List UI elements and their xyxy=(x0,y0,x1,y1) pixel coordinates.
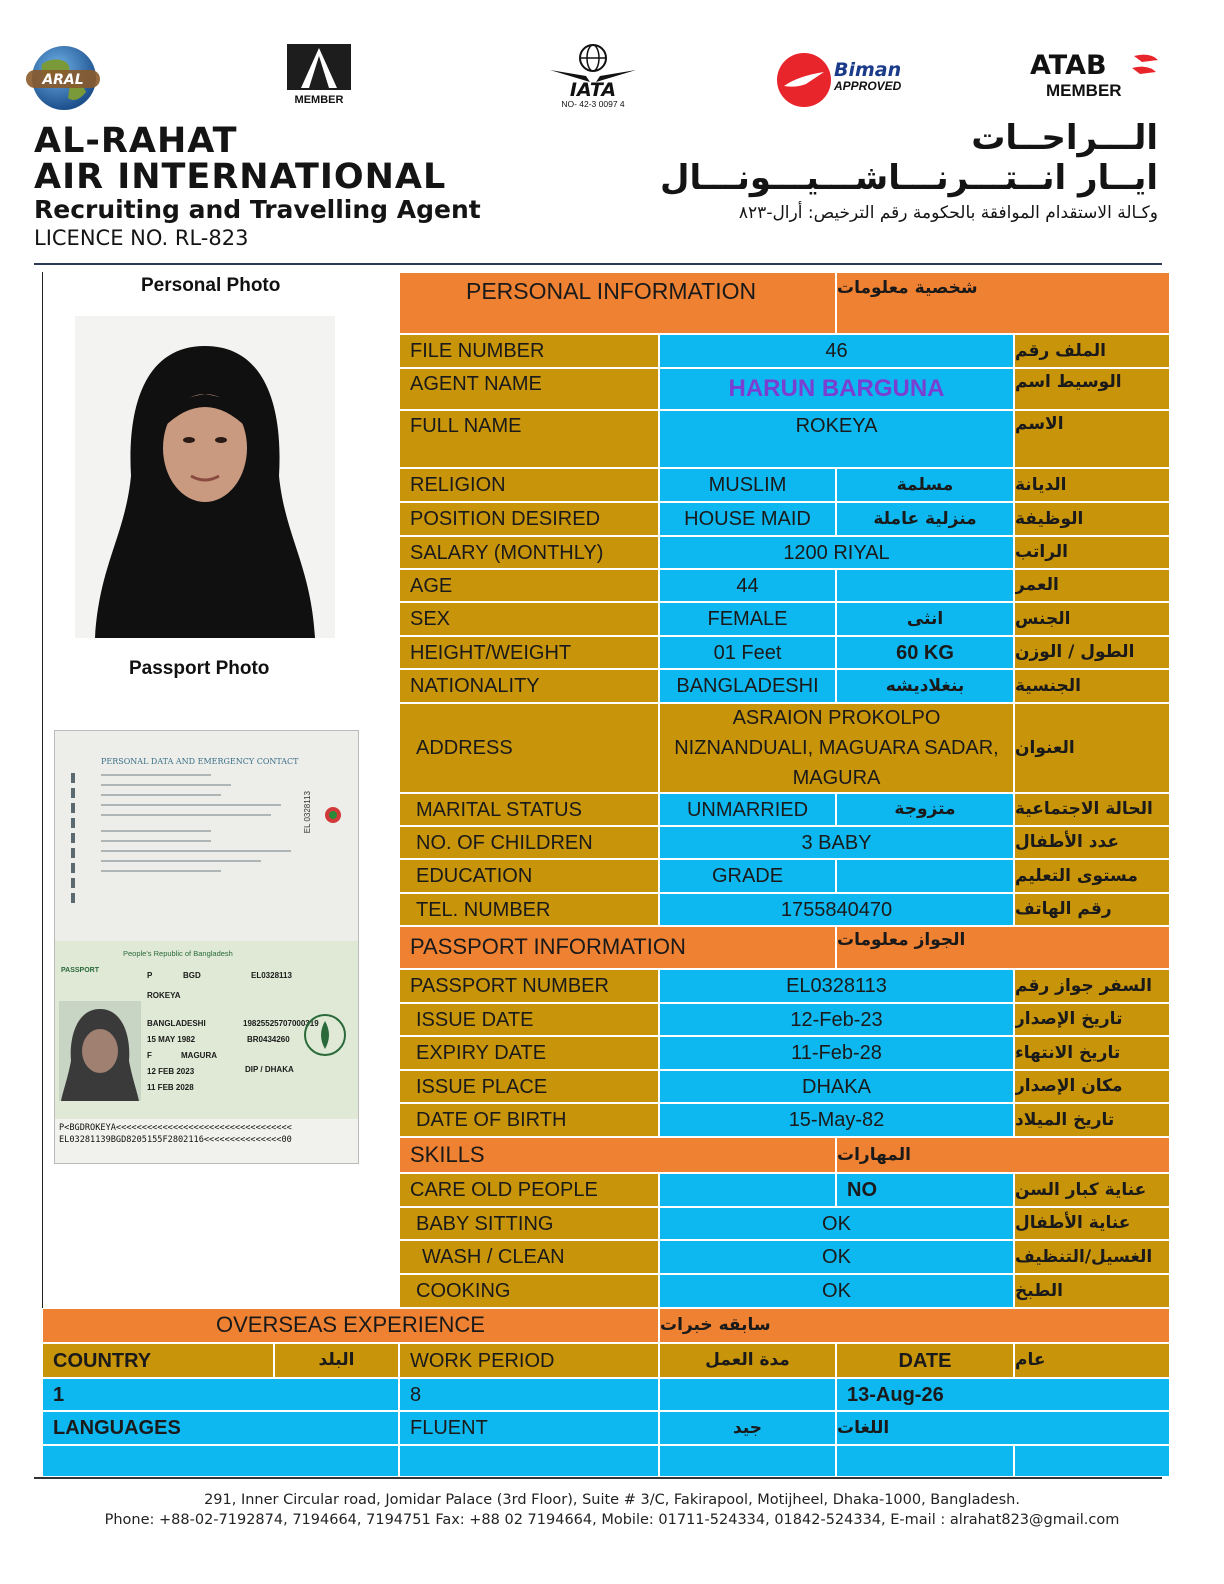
sex-ar: الجنس xyxy=(1014,602,1170,636)
education-empty xyxy=(836,859,1014,893)
languages-ar: اللغات xyxy=(836,1411,1170,1445)
passport-emblem-icon xyxy=(303,1013,347,1057)
position-value-ar: منزلية عاملة xyxy=(836,502,1014,536)
baira-logo xyxy=(283,44,357,106)
person-silhouette-icon xyxy=(75,316,335,638)
marital-ar: الحالة الاجتماعية xyxy=(1014,793,1170,826)
religion-ar: الديانة xyxy=(1014,468,1170,502)
weight-value: 60 KG xyxy=(836,636,1014,669)
age-label: AGE xyxy=(399,569,659,602)
passport-word: PASSPORT xyxy=(61,967,99,974)
country-label: COUNTRY xyxy=(42,1343,274,1378)
passport-number-label: PASSPORT NUMBER xyxy=(399,969,659,1003)
passport-place-scan: MAGURA xyxy=(181,1051,217,1060)
salary-value: 1200 RIYAL xyxy=(659,536,1014,569)
full-name-ar: الاسم xyxy=(1014,410,1170,468)
passport-issue-scan: 12 FEB 2023 xyxy=(147,1067,195,1076)
svg-text:IATA: IATA xyxy=(569,79,617,101)
overseas-empty xyxy=(659,1378,836,1411)
issue-place-value: DHAKA xyxy=(659,1070,1014,1103)
personal-info-header-ar: شخصية معلومات xyxy=(836,272,1170,334)
file-number-value: 46 xyxy=(659,334,1014,368)
education-ar: مستوى التعليم xyxy=(1014,859,1170,893)
blank-row-2 xyxy=(399,1445,659,1477)
dob-label: DATE OF BIRTH xyxy=(399,1103,659,1137)
blank-row-3 xyxy=(659,1445,836,1477)
issue-date-label: ISSUE DATE xyxy=(399,1003,659,1036)
passport-face-icon xyxy=(59,1001,141,1101)
passport-prev-no: BR0434260 xyxy=(247,1035,290,1044)
care-old-ar: عناية كبار السن xyxy=(1014,1173,1170,1207)
issue-date-value: 12-Feb-23 xyxy=(659,1003,1014,1036)
passport-number-ar: السفر جواز رقم xyxy=(1014,969,1170,1003)
passport-expiry-scan: 11 FEB 2028 xyxy=(147,1083,194,1092)
sex-value-ar: انثى xyxy=(836,602,1014,636)
full-name-value: ROKEYA xyxy=(659,410,1014,468)
sex-label: SEX xyxy=(399,602,659,636)
wash-clean-label: WASH / CLEAN xyxy=(399,1240,659,1274)
address-value xyxy=(659,703,1014,793)
footer-divider xyxy=(34,1477,1162,1479)
svg-text:NO- 42-3 0097 4: NO- 42-3 0097 4 xyxy=(561,99,625,109)
company-name-line2: AIR INTERNATIONAL xyxy=(34,157,447,197)
care-old-label: CARE OLD PEOPLE xyxy=(399,1173,659,1207)
country-ar: البلد xyxy=(274,1343,399,1378)
children-ar: عدد الأطفال xyxy=(1014,826,1170,859)
position-ar: الوظيفة xyxy=(1014,502,1170,536)
education-value: GRADE xyxy=(659,859,836,893)
company-subtitle: Recruiting and Travelling Agent xyxy=(34,195,481,224)
passport-side-number: EL 0328113 xyxy=(303,791,312,834)
wash-clean-value: OK xyxy=(659,1240,1014,1274)
baby-sitting-value: OK xyxy=(659,1207,1014,1240)
file-number-label: FILE NUMBER xyxy=(399,334,659,368)
footer-contacts: Phone: +88-02-7192874, 7194664, 7194751 Fax: +88 02 7194664, Mobile: 01711-524334, 01842-524334, E-mail : alrahat823@gmail.com xyxy=(104,1512,1120,1528)
personal-photo-label: Personal Photo xyxy=(141,275,281,296)
skills-header-ar: المهارات xyxy=(836,1137,1170,1173)
atab-logo xyxy=(1030,48,1166,100)
tel-ar: رقم الهاتف xyxy=(1014,893,1170,926)
nationality-value: BANGLADESHI xyxy=(659,669,836,703)
expiry-date-label: EXPIRY DATE xyxy=(399,1036,659,1070)
marital-value-ar: متزوجة xyxy=(836,793,1014,826)
religion-label: RELIGION xyxy=(399,468,659,502)
passport-number-scan: EL0328113 xyxy=(251,971,292,980)
issue-date-ar: تاريخ الإصدار xyxy=(1014,1003,1170,1036)
svg-text:MEMBER: MEMBER xyxy=(1046,81,1122,100)
baby-sitting-label: BABY SITTING xyxy=(399,1207,659,1240)
passport-name-scan: ROKEYA xyxy=(147,991,181,1000)
passport-type: P xyxy=(147,971,153,980)
passport-mrz-line2: EL03281139BGD8205155F2802116<<<<<<<<<<<<<<<00 xyxy=(59,1135,292,1145)
tel-value: 1755840470 xyxy=(659,893,1014,926)
svg-text:ATAB: ATAB xyxy=(1030,50,1107,81)
company-name-line1: AL-RAHAT xyxy=(34,121,238,161)
company-name-ar-line1: الـــراحــات xyxy=(971,118,1158,158)
children-label: NO. OF CHILDREN xyxy=(399,826,659,859)
address-label: ADDRESS xyxy=(399,703,659,793)
agent-name-value: HARUN BARGUNA xyxy=(659,368,1014,410)
religion-value-ar: مسلمة xyxy=(836,468,1014,502)
address-line1: ASRAION PROKOLPO xyxy=(732,707,941,729)
address-line3: MAGURA xyxy=(792,767,881,789)
position-value: HOUSE MAID xyxy=(659,502,836,536)
passport-scan xyxy=(54,730,359,1164)
salary-ar: الراتب xyxy=(1014,536,1170,569)
care-old-value: NO xyxy=(836,1173,1014,1207)
company-name-ar-line2: ايــار انــتـــرنـــاشـــيـــونـــال xyxy=(659,158,1158,198)
passport-authority-scan: DIP / DHAKA xyxy=(245,1065,294,1074)
cooking-label: COOKING xyxy=(399,1274,659,1308)
blank-row-5 xyxy=(1014,1445,1170,1477)
height-value: 01 Feet xyxy=(659,636,836,669)
passport-country: People's Republic of Bangladesh xyxy=(123,949,233,958)
svg-text:ARAL: ARAL xyxy=(42,72,84,88)
nationality-ar: الجنسية xyxy=(1014,669,1170,703)
personal-photo xyxy=(75,316,335,638)
passport-number-value: EL0328113 xyxy=(659,969,1014,1003)
personal-info-header: PERSONAL INFORMATION xyxy=(399,272,836,334)
age-ar: العمر xyxy=(1014,569,1170,602)
age-empty xyxy=(836,569,1014,602)
svg-text:APPROVED: APPROVED xyxy=(834,79,902,93)
file-number-ar: الملف رقم xyxy=(1014,334,1170,368)
issue-place-ar: مكان الإصدار xyxy=(1014,1070,1170,1103)
cooking-ar: الطبخ xyxy=(1014,1274,1170,1308)
children-value: 3 BABY xyxy=(659,826,1014,859)
passport-mrz-line1: P<BGDROKEYA<<<<<<<<<<<<<<<<<<<<<<<<<<<<<<<<<< xyxy=(59,1123,292,1133)
passport-page-title: PERSONAL DATA AND EMERGENCY CONTACT xyxy=(101,757,299,766)
company-tagline-ar: وكـالة الاستقدام الموافقة بالحكومة رقم الترخيص: أرال-٨٢٣ xyxy=(738,203,1158,223)
svg-text:MEMBER: MEMBER xyxy=(294,94,344,106)
address-line2: NIZNANDUALI, MAGUARA SADAR, xyxy=(674,737,999,759)
position-label: POSITION DESIRED xyxy=(399,502,659,536)
footer-address: 291, Inner Circular road, Jomidar Palace (3rd Floor), Suite # 3/C, Fakirapool, Motijheel, Dhaka-1000, Bangladesh. xyxy=(204,1492,1020,1508)
address-ar: العنوان xyxy=(1014,703,1170,793)
expiry-date-ar: تاريخ الانتهاء xyxy=(1014,1036,1170,1070)
blank-row-1 xyxy=(42,1445,399,1477)
passport-info-header-ar: الجواز معلومات xyxy=(836,926,1170,969)
date-label: DATE xyxy=(836,1343,1014,1378)
nationality-value-ar: بنغلاديشه xyxy=(836,669,1014,703)
passport-text-lines xyxy=(61,765,359,935)
header-divider xyxy=(34,263,1162,265)
marital-value: UNMARRIED xyxy=(659,793,836,826)
agent-name-ar: الوسيط اسم xyxy=(1014,368,1170,410)
care-old-empty xyxy=(659,1173,836,1207)
religion-value: MUSLIM xyxy=(659,468,836,502)
sex-value: FEMALE xyxy=(659,602,836,636)
full-name-label: FULL NAME xyxy=(399,410,659,468)
agent-name-label: AGENT NAME xyxy=(399,368,659,410)
work-period-value: 8 xyxy=(399,1378,659,1411)
date-value: 13-Aug-26 xyxy=(836,1378,1170,1411)
issue-place-label: ISSUE PLACE xyxy=(399,1070,659,1103)
skills-header: SKILLS xyxy=(399,1137,836,1173)
height-weight-label: HEIGHT/WEIGHT xyxy=(399,636,659,669)
passport-nationality-scan: BANGLADESHI xyxy=(147,1019,206,1028)
overseas-header-ar: سابقه خبرات xyxy=(659,1308,1170,1343)
expiry-date-value: 11-Feb-28 xyxy=(659,1036,1014,1070)
passport-info-header: PASSPORT INFORMATION xyxy=(399,926,836,969)
blank-row-4 xyxy=(836,1445,1014,1477)
date-ar: عام xyxy=(1014,1343,1170,1378)
salary-label: SALARY (MONTHLY) xyxy=(399,536,659,569)
tel-label: TEL. NUMBER xyxy=(399,893,659,926)
passport-personal-no: 19825525707000319 xyxy=(243,1019,319,1028)
passport-photo-label: Passport Photo xyxy=(129,658,270,679)
nationality-label: NATIONALITY xyxy=(399,669,659,703)
fluent-label: FLUENT xyxy=(399,1411,659,1445)
marital-label: MARITAL STATUS xyxy=(399,793,659,826)
age-value: 44 xyxy=(659,569,836,602)
dob-ar: تاريخ الميلاد xyxy=(1014,1103,1170,1137)
work-period-ar: مدة العمل xyxy=(659,1343,836,1378)
wash-clean-ar: الغسيل/التنظيف xyxy=(1014,1240,1170,1274)
passport-sex-scan: F xyxy=(147,1051,152,1060)
licence-number: LICENCE NO. RL-823 xyxy=(34,226,249,250)
height-weight-ar: الطول / الوزن xyxy=(1014,636,1170,669)
iata-logo xyxy=(546,42,640,110)
baby-sitting-ar: عناية الأطفال xyxy=(1014,1207,1170,1240)
dob-value: 15-May-82 xyxy=(659,1103,1014,1137)
logo-strip xyxy=(0,40,1224,115)
work-period-label: WORK PERIOD xyxy=(399,1343,659,1378)
cooking-value: OK xyxy=(659,1274,1014,1308)
languages-label: LANGUAGES xyxy=(42,1411,399,1445)
education-label: EDUCATION xyxy=(399,859,659,893)
passport-code: BGD xyxy=(183,971,201,980)
passport-dob-scan: 15 MAY 1982 xyxy=(147,1035,196,1044)
svg-text:Biman: Biman xyxy=(834,59,902,81)
overseas-header: OVERSEAS EXPERIENCE xyxy=(42,1308,659,1343)
fluent-ar: جيد xyxy=(659,1411,836,1445)
aral-logo xyxy=(24,44,102,112)
biman-logo xyxy=(776,52,926,108)
country-value: 1 xyxy=(42,1378,399,1411)
